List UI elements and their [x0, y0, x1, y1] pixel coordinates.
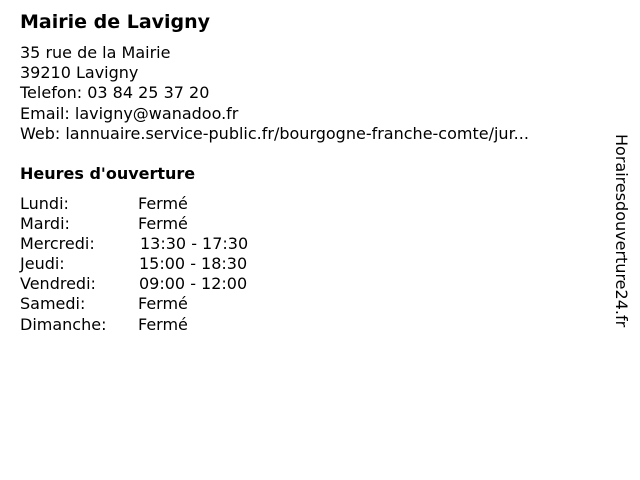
phone-number: Telefon: 03 84 25 37 20: [20, 83, 210, 103]
hours-row-tuesday: [20, 214, 320, 234]
site-brand-vertical: Horairesdouverture24.fr: [612, 134, 631, 328]
day-label: Lundi:: [20, 194, 69, 213]
opening-hours-heading: Heures d'ouverture: [20, 164, 196, 183]
address-block: [20, 43, 529, 144]
hours-row-thursday: [20, 254, 320, 274]
day-label: Mercredi:: [20, 234, 95, 254]
day-hours: Fermé: [138, 294, 188, 314]
hours-row-saturday: [20, 294, 320, 314]
day-label: Dimanche:: [20, 314, 107, 334]
street-address: 35 rue de la Mairie: [20, 43, 171, 62]
hours-row-sunday: [20, 315, 320, 335]
day-hours: Fermé: [138, 314, 188, 334]
day-label: Vendredi:: [20, 274, 96, 294]
day-label: Jeudi:: [20, 254, 65, 274]
day-hours: 09:00 - 12:00: [139, 274, 248, 294]
day-hours: 13:30 - 17:30: [140, 234, 249, 254]
opening-hours-list: [20, 194, 320, 335]
day-hours: Fermé: [138, 194, 188, 213]
website-url: Web: lannuaire.service-public.fr/bourgogne-franche-comte/jur...: [20, 123, 529, 143]
day-hours: 15:00 - 18:30: [139, 254, 248, 274]
email-address: Email: lavigny@wanadoo.fr: [20, 103, 239, 123]
day-label: Samedi:: [20, 294, 86, 314]
hours-row-wednesday: [20, 234, 320, 254]
city-postcode: 39210 Lavigny: [20, 63, 139, 83]
day-label: Mardi:: [20, 214, 70, 234]
hours-row-monday: [20, 194, 320, 214]
day-hours: Fermé: [138, 214, 188, 234]
page-title: Mairie de Lavigny: [20, 11, 211, 33]
hours-row-friday: [20, 274, 320, 294]
